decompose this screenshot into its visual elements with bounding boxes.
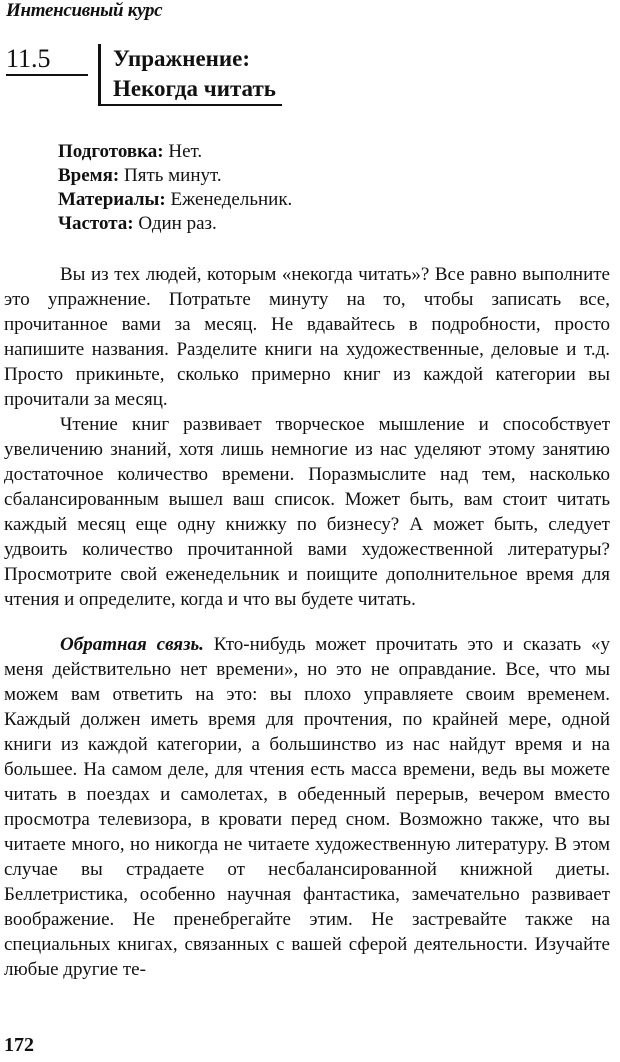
paragraph-3-text: Кто-нибудь может прочитать это и сказать «у меня действительно нет времени», но это не оправдание. Все, что мы можем вам ответить на это: вы плохо управляете своим временем. Каждый должен иметь время для прочтения, по крайней мере, одной книги из каждой категории, а большинство из нас найдут время и на большее. На самом деле, для чтения есть масса времени, ведь вы можете читать в поездах и самолетах, в обеденный перерыв, вечером вместо просмотра телевизора, в кровати перед сном. Возможно также, что вы читаете много, но никогда не читаете художественную литературу. В этом случае вы страдаете от несбалансированной книжной диеты. Беллетристика, особенно научная фантастика, замечательно развивает воображение. Не пренебрегайте этим. Не застревайте также на специальных книгах, связанных с вашей сферой деятельности. Изучайте любые другие те- [4, 634, 610, 980]
meta-materials-label: Материалы: [58, 189, 166, 210]
running-header: Интенсивный курс [6, 0, 163, 21]
meta-prep-value: Нет. [163, 141, 203, 162]
meta-prep [58, 140, 598, 164]
meta-materials [58, 188, 598, 212]
meta-time [58, 164, 598, 188]
meta-time-value: Пять минут. [119, 165, 222, 186]
page-number: 172 [4, 1034, 34, 1056]
section-title-line2: Некогда читать [113, 76, 276, 101]
meta-frequency-value: Один раз. [133, 213, 217, 234]
paragraph-2: Чтение книг развивает творческое мышление и способствует увеличению знаний, хотя лишь немногие из нас уделяют этому занятию достаточное количество времени. Поразмыслите над тем, насколько сбалансированным вышел ваш список. Может быть, вам стоит читать каждый месяц еще одну книжку по бизнесу? А может быть, следует удвоить количество прочитанной вами художественной литературы? Просмотрите свой еженедельник и поищите дополнительное время для чтения и определите, когда и что вы будете читать. [4, 414, 610, 610]
paragraph-3 [4, 632, 610, 982]
feedback-lead: Обратная связь. [60, 634, 204, 655]
meta-prep-label: Подготовка: [58, 141, 164, 162]
section-number: 11.5 [6, 44, 88, 76]
paragraph-1: Вы из тех людей, которым «некогда читать»? Все равно выполните это упражнение. Потратьте минуту на то, чтобы записать все, прочитанное вами за месяц. Не вдавайтесь в подробности, просто напишите названия. Разделите книги на художественные, деловые и т.д. Просто прикиньте, сколько примерно книг из каждой категории вы прочитали за месяц. [4, 264, 610, 410]
meta-materials-value: Еженедельник. [165, 189, 293, 210]
section-title [98, 44, 282, 106]
body-text [4, 262, 610, 982]
meta-frequency [58, 212, 598, 236]
section-title-line1: Упражнение: [113, 46, 251, 71]
exercise-meta [58, 140, 598, 236]
meta-time-label: Время: [58, 165, 120, 186]
meta-frequency-label: Частота: [58, 213, 134, 234]
